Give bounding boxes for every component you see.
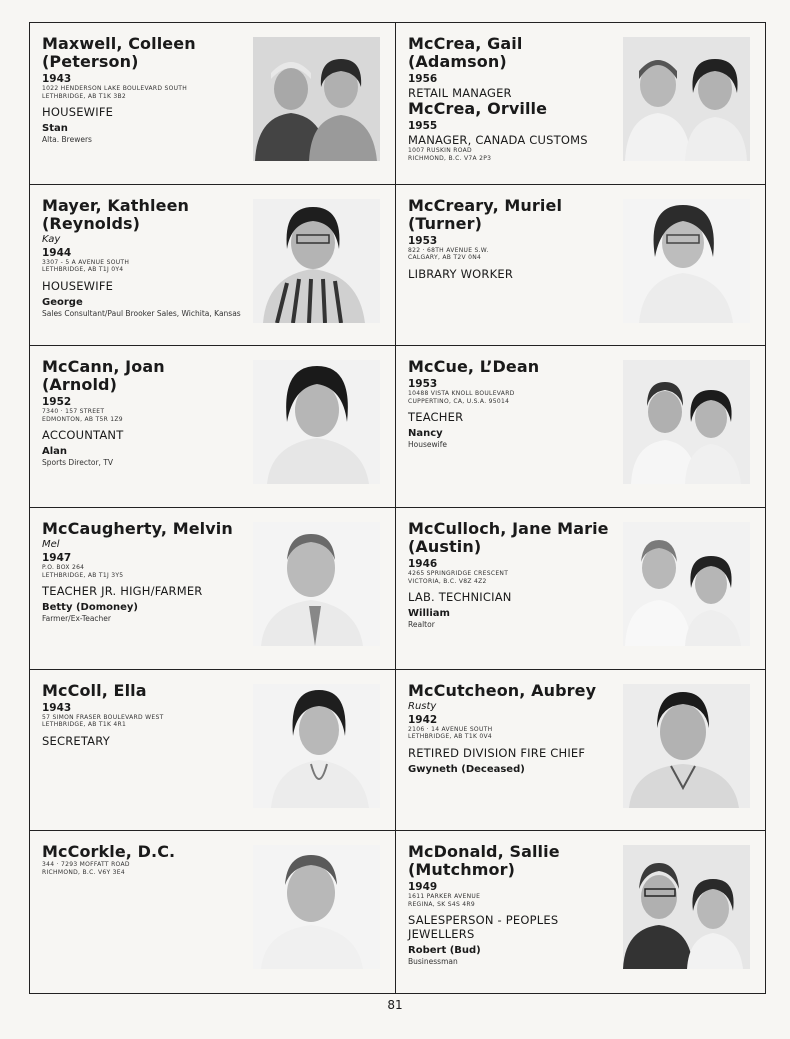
entry-name: McCorkle, D.C. — [42, 842, 176, 862]
entry-occupation: LAB. TECHNICIAN — [408, 590, 512, 604]
entry-year: 1947 — [42, 552, 72, 564]
entry-maiden-name: (Peterson) — [42, 52, 139, 71]
yearbook-grid — [29, 22, 766, 994]
entry-address-line1: 57 SIMON FRASER BOULEVARD WEST — [42, 713, 164, 721]
entry-mccoll — [30, 670, 396, 832]
entry-address-line2: VICTORIA, B.C. V8Z 4Z2 — [408, 577, 487, 585]
entry-mayer — [30, 185, 396, 347]
entry-spouse: Betty (Domoney) — [42, 602, 138, 613]
entry-year: 1946 — [408, 558, 438, 570]
entry-address-line1: 1022 HENDERSON LAKE BOULEVARD SOUTH — [42, 85, 188, 92]
entry-spouse-occupation: Alta. Brewers — [42, 135, 92, 144]
entry-mcculloch — [396, 508, 765, 670]
entry-year: 1943 — [42, 73, 72, 85]
man-photo — [253, 845, 380, 969]
couple-photo — [253, 37, 380, 161]
entry-address-line2: LETHBRIDGE, AB T1K 4R1 — [42, 721, 127, 729]
entry-address-line2: REGINA, SK S4S 4R9 — [408, 900, 475, 908]
entry-spouse-occupation: Sports Director, TV — [42, 458, 114, 468]
entry-year: 1953 — [408, 234, 438, 247]
entry-year: 1942 — [408, 713, 438, 726]
entry-maiden-name: (Arnold) — [42, 375, 118, 395]
entry-nickname: Rusty — [408, 700, 437, 712]
entry-name: Mayer, Kathleen — [42, 195, 190, 215]
entry-occupation: TEACHER — [408, 410, 464, 425]
entry-mccorkle — [30, 831, 396, 993]
entry-address-line2: EDMONTON, AB T5R 1Z9 — [42, 415, 123, 423]
entry-occupation: SALESPERSON - PEOPLES JEWELLERS — [408, 913, 559, 942]
entry-address-line1: 1007 RUSKIN ROAD — [408, 147, 472, 154]
entry-mccreary — [396, 185, 765, 347]
entry-spouse-occupation: Farmer/Ex-Teacher — [42, 614, 111, 623]
entry-mccann — [30, 346, 396, 508]
entry-year: 1952 — [42, 396, 72, 409]
woman-photo — [623, 199, 750, 323]
couple-photo — [623, 522, 750, 646]
couple-photo — [623, 37, 750, 161]
entry-occupation: LIBRARY WORKER — [408, 266, 514, 281]
entry-name: McCue, L’Dean — [408, 357, 540, 377]
entry-address-line1: 4265 SPRINGRIDGE CRESCENT — [408, 570, 509, 577]
couple-photo — [623, 360, 750, 484]
entry-name: McCaugherty, Melvin — [42, 519, 233, 538]
entry-name: McCann, Joan — [42, 357, 165, 377]
entry-address-line2: CALGARY, AB T2V 0N4 — [408, 254, 482, 262]
entry-name: McCrea, Gail — [408, 34, 523, 53]
entry-maiden-name: (Mutchmor) — [408, 860, 516, 880]
entry-address-line1: 822 · 68TH AVENUE S.W. — [408, 246, 489, 254]
woman-photo — [253, 360, 380, 484]
entry-spouse: Nancy — [408, 428, 443, 440]
woman-photo — [253, 684, 380, 808]
entry-name: McCreary, Muriel — [408, 195, 563, 215]
entry-spouse-occupation: Realtor — [408, 620, 435, 629]
entry-address-line1: 1611 PARKER AVENUE — [408, 893, 481, 901]
woman-photo — [253, 199, 380, 323]
entry-address-line2: RICHMOND, B.C. V6Y 3E4 — [42, 868, 126, 876]
entry-mccrea — [396, 23, 765, 185]
entry-spouse: George — [42, 296, 83, 308]
entry-maxwell — [30, 23, 396, 185]
entry-spouse: Stan — [42, 123, 68, 134]
entry-address-line1: 2106 · 14 AVENUE SOUTH — [408, 725, 493, 733]
entry-occupation: SECRETARY — [42, 733, 110, 748]
entry-year-second: 1955 — [408, 120, 438, 132]
entry-occupation: TEACHER JR. HIGH/FARMER — [42, 584, 203, 598]
entry-address-line2: LETHBRIDGE, AB T1J 0Y4 — [42, 266, 124, 274]
entry-maiden-name: (Adamson) — [408, 52, 507, 71]
entry-address-line2: CUPPERTINO, CA, U.S.A. 95014 — [408, 397, 510, 405]
entry-nickname: Kay — [42, 233, 61, 245]
entry-year: 1953 — [408, 378, 438, 391]
entry-year: 1944 — [42, 246, 72, 259]
entry-occupation: RETAIL MANAGER — [408, 86, 512, 100]
entry-name: McCutcheon, Aubrey — [408, 680, 597, 700]
entry-mccutcheon — [396, 670, 765, 832]
entry-name: McDonald, Sallie — [408, 842, 560, 862]
entry-address-line1: 10488 VISTA KNOLL BOULEVARD — [408, 390, 515, 398]
man-photo — [623, 684, 750, 808]
entry-spouse: Alan — [42, 446, 68, 458]
entry-spouse-occupation: Businessman — [408, 957, 458, 967]
entry-maiden-name: (Reynolds) — [42, 213, 141, 233]
entry-address-line2: RICHMOND, B.C. V7A 2P3 — [408, 154, 492, 162]
entry-occupation: HOUSEWIFE — [42, 105, 114, 119]
entry-year: 1956 — [408, 73, 438, 85]
entry-spouse-occupation: Sales Consultant/Paul Brooker Sales, Wichita, Kansas — [42, 308, 241, 318]
entry-name: McColl, Ella — [42, 680, 147, 700]
entry-occupation: HOUSEWIFE — [42, 278, 114, 293]
entry-address-line2: LETHBRIDGE, AB T1K 3B2 — [42, 92, 127, 100]
entry-address-line1: 3307 - 5 A AVENUE SOUTH — [42, 258, 130, 266]
entry-address-line1: P.O. BOX 264 — [42, 564, 85, 571]
couple-photo — [623, 845, 750, 969]
entry-name: McCulloch, Jane Marie — [408, 519, 609, 538]
entry-mccue — [396, 346, 765, 508]
entry-address-line1: 344 · 7293 MOFFATT ROAD — [42, 861, 130, 869]
entry-address-line1: 7340 · 157 STREET — [42, 408, 105, 416]
entry-name-second: McCrea, Orville — [408, 99, 548, 118]
entry-spouse-occupation: Housewife — [408, 440, 447, 450]
entry-maiden-name: (Turner) — [408, 213, 482, 233]
entry-spouse: Robert (Bud) — [408, 945, 481, 957]
entry-spouse: Gwyneth (Deceased) — [408, 763, 525, 775]
entry-name: Maxwell, Colleen — [42, 34, 196, 53]
entry-occupation: ACCOUNTANT — [42, 428, 124, 443]
entry-nickname: Mel — [42, 539, 60, 550]
entry-mcdonald — [396, 831, 765, 993]
entry-occupation-second: MANAGER, CANADA CUSTOMS — [408, 133, 588, 147]
entry-spouse: William — [408, 608, 450, 619]
entry-maiden-name: (Austin) — [408, 537, 482, 556]
entry-year: 1949 — [408, 881, 438, 894]
man-photo — [253, 522, 380, 646]
page-number: 81 — [387, 998, 403, 1012]
entry-occupation: RETIRED DIVISION FIRE CHIEF — [408, 745, 586, 760]
entry-address-line2: LETHBRIDGE, AB T1K 0V4 — [408, 733, 493, 741]
entry-address-line2: LETHBRIDGE, AB T1J 3Y5 — [42, 571, 124, 579]
entry-year: 1943 — [42, 701, 72, 714]
entry-mccaugherty — [30, 508, 396, 670]
